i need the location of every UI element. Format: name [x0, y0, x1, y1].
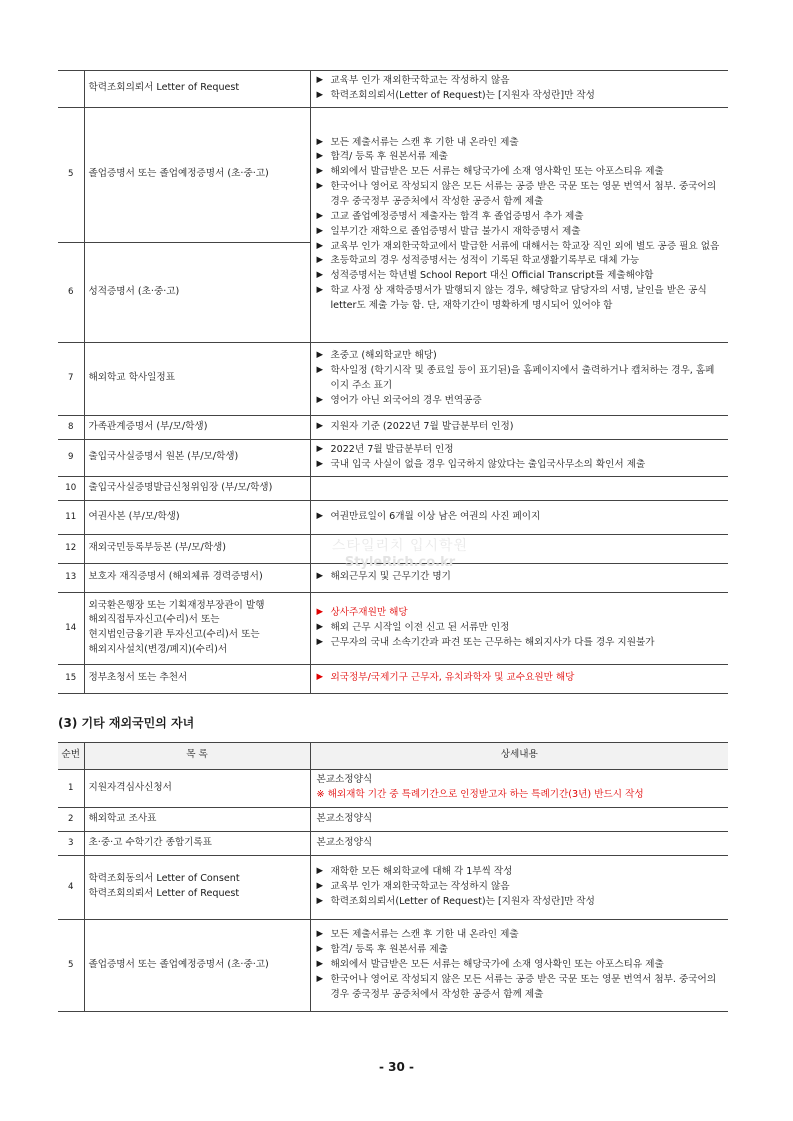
detail-bullet: ▶ 2022년 7월 발급분부터 인정: [317, 443, 723, 458]
detail-bullet: ▶ 학사일정 (학기시작 및 종료일 등이 표기된)을 홈페이지에서 출력하거나 캡처하는 경우, 홈페이지 주소 표기: [317, 364, 723, 394]
row-item: [84, 107, 310, 242]
detail-bullet: ▶ 해외근무지 및 근무기간 명기: [317, 570, 723, 585]
detail-text: ※ 해외재학 기간 중 특례기간으로 인정받고자 하는 특례기간(3년) 반드시 작성: [316, 789, 644, 801]
row-item: [84, 476, 310, 500]
detail-bullet: ▶ 고교 졸업예정증명서 제출자는 합격 후 졸업증명서 추가 제출: [317, 210, 723, 225]
row-number: 6: [58, 242, 84, 342]
detail-bullet: ▶ 교육부 인가 재외한국학교는 작성하지 않음: [317, 880, 723, 895]
row-number: 14: [58, 592, 84, 664]
row-detail: [310, 807, 728, 831]
row-number: [58, 71, 84, 108]
detail-bullet: ▶ 모든 제출서류는 스캔 후 기한 내 온라인 제출: [317, 136, 723, 151]
row-detail: [310, 831, 728, 855]
row-number: 13: [58, 563, 84, 592]
row-detail: [310, 592, 728, 664]
row-detail: [310, 476, 728, 500]
row-item: [84, 242, 310, 342]
table-row: [58, 855, 728, 919]
header-item: 목 록: [84, 742, 310, 769]
row-item: [84, 563, 310, 592]
item-label: 해외직접투자신고(수리)서 또는: [88, 614, 220, 626]
table-row: [58, 415, 728, 439]
row-number: 15: [58, 664, 84, 693]
detail-bullet: ▶ 재학한 모든 해외학교에 대해 각 1부씩 작성: [317, 865, 723, 880]
row-number: 5: [58, 919, 84, 1011]
row-detail: [310, 439, 728, 476]
item-label: 졸업증명서 또는 졸업예정증명서 (초·중·고): [88, 168, 269, 180]
row-detail: [310, 664, 728, 693]
watermark-line1: 스타일리치 입시학원: [331, 538, 469, 554]
detail-bullet: ▶ 지원자 기준 (2022년 7월 발급분부터 인정): [317, 420, 723, 435]
item-label: 보호자 재직증명서 (해외체류 경력증명서): [88, 571, 263, 583]
item-label: 졸업증명서 또는 졸업예정증명서 (초·중·고): [88, 958, 269, 970]
detail-bullet: ▶ 학력조회의뢰서(Letter of Request)는 [지원자 작성란]만 작성: [317, 89, 723, 104]
row-item: [84, 919, 310, 1011]
table-row: [58, 439, 728, 476]
row-item: [84, 807, 310, 831]
section-title: (3) 기타 재외국민의 자녀: [58, 715, 195, 730]
row-item: [84, 439, 310, 476]
detail-bullet: ▶ 근무자의 국내 소속기간과 파견 또는 근무하는 해외지사가 다를 경우 지원불가: [317, 636, 723, 651]
row-item: [84, 855, 310, 919]
row-detail: [310, 415, 728, 439]
row-number: 7: [58, 342, 84, 415]
item-label: 초·중·고 수학기간 종합기록표: [88, 836, 212, 848]
item-label: 학력조회의뢰서 Letter of Request: [88, 82, 240, 94]
other-overseas-children-table: [58, 742, 728, 1012]
detail-text: 본교소정양식: [316, 836, 373, 848]
table-row: [58, 476, 728, 500]
row-item: [84, 415, 310, 439]
row-number: 4: [58, 855, 84, 919]
row-detail: [310, 107, 728, 342]
item-label: 출입국사실증명서 원본 (부/모/학생): [88, 451, 239, 463]
item-label: 외국환은행장 또는 기획재정부장관이 발행: [88, 599, 265, 611]
detail-bullet: ▶ 국내 입국 사실이 없을 경우 입국하지 않았다는 출입국사무소의 확인서 제출: [317, 458, 723, 473]
table-row: [58, 807, 728, 831]
row-number: 8: [58, 415, 84, 439]
row-item: [84, 592, 310, 664]
detail-bullet: ▶ 영어가 아닌 외국어의 경우 번역공증: [317, 394, 723, 409]
detail-bullet: ▶ 모든 제출서류는 스캔 후 기한 내 온라인 제출: [317, 928, 723, 943]
table-row: [58, 500, 728, 534]
row-item: [84, 769, 310, 807]
detail-bullet: ▶ 한국어나 영어로 작성되지 않은 모든 서류는 공증 받은 국문 또는 영문 번역서 첨부. 중국어의 경우 중국정부 공증처에서 작성한 공증서 함께 제출: [317, 973, 723, 1003]
item-label: 정부초청서 또는 추천서: [88, 672, 188, 684]
row-detail: [310, 919, 728, 1011]
watermark-line2: StyleRich.co.kr: [344, 555, 456, 570]
item-label: 여권사본 (부/모/학생): [88, 510, 180, 522]
item-label: 현지법인금융기관 투자신고(수리)서 또는: [88, 629, 260, 641]
detail-bullet: ▶ 해외에서 발급받은 모든 서류는 해당국가에 소재 영사확인 또는 아포스티유 제출: [317, 958, 723, 973]
detail-bullet: ▶ 일부기간 재학으로 졸업증명서 발급 불가시 재학증명서 제출: [317, 225, 723, 240]
item-label: 학력조회의뢰서 Letter of Request: [88, 888, 240, 900]
detail-bullet: ▶ 상사주재원만 해당: [317, 606, 723, 621]
item-label: 해외지사설치(변경/폐지)(수리)서: [88, 644, 228, 656]
row-number: 11: [58, 500, 84, 534]
row-number: 3: [58, 831, 84, 855]
item-label: 학력조회동의서 Letter of Consent: [88, 873, 240, 885]
row-item: [84, 71, 310, 108]
table-row: [58, 342, 728, 415]
watermark: [320, 535, 480, 570]
detail-bullet: ▶ 한국어나 영어로 작성되지 않은 모든 서류는 공증 받은 국문 또는 영문 번역서 첨부. 중국어의 경우 중국정부 공증처에서 작성한 공증서 함께 제출: [317, 180, 723, 210]
row-number: 12: [58, 534, 84, 563]
detail-bullet: ▶ 외국정부/국제기구 근무자, 유치과학자 및 교수요원만 해당: [317, 671, 723, 686]
required-documents-table-body: [58, 71, 728, 694]
header-num: 순번: [58, 742, 84, 769]
detail-text: 본교소정양식: [316, 774, 373, 786]
row-detail: [310, 342, 728, 415]
row-item: [84, 500, 310, 534]
detail-bullet: ▶ 초중고 (해외학교만 해당): [317, 349, 723, 364]
detail-bullet: ▶ 교육부 인가 재외한국학교에서 발급한 서류에 대해서는 학교장 직인 외에 별도 공증 필요 없음: [317, 240, 723, 255]
page-number: - 30 -: [378, 1060, 414, 1074]
required-documents-table: [58, 70, 728, 694]
row-number: 9: [58, 439, 84, 476]
table-row: [58, 831, 728, 855]
detail-bullet: ▶ 여권만료일이 6개월 이상 남은 여권의 사진 페이지: [317, 510, 723, 525]
detail-bullet: ▶ 교육부 인가 재외한국학교는 작성하지 않음: [317, 74, 723, 89]
row-detail: [310, 855, 728, 919]
row-item: [84, 534, 310, 563]
row-number: 1: [58, 769, 84, 807]
other-overseas-children-table-body: [58, 769, 728, 1011]
item-label: 가족관계증명서 (부/모/학생): [88, 420, 208, 432]
detail-bullet: ▶ 학교 사정 상 재학증명서가 발행되지 않는 경우, 해당학교 담당자의 서명, 날인을 받은 공식 letter도 제출 가능 함. 단, 재학기간이 명확하게 명시되어 있어야 함: [317, 284, 723, 314]
table-row: [58, 71, 728, 108]
row-number: 5: [58, 107, 84, 242]
row-detail: [310, 500, 728, 534]
table-row: [58, 769, 728, 807]
item-label: 출입국사실증명발급신청위임장 (부/모/학생): [88, 481, 273, 493]
detail-bullet: ▶ 초등학교의 경우 성적증명서는 성적이 기록된 학교생활기록부로 대체 가능: [317, 254, 723, 269]
row-detail: [310, 769, 728, 807]
detail-bullet: ▶ 합격/ 등록 후 원본서류 제출: [317, 943, 723, 958]
detail-bullet: ▶ 해외 근무 시작일 이전 신고 된 서류만 인정: [317, 621, 723, 636]
detail-bullet: ▶ 합격/ 등록 후 원본서류 제출: [317, 150, 723, 165]
table-row: [58, 592, 728, 664]
header-detail: 상세내용: [310, 742, 728, 769]
table-header-row: [58, 742, 728, 769]
detail-bullet: ▶ 학력조회의뢰서(Letter of Request)는 [지원자 작성란]만 작성: [317, 895, 723, 910]
table-row: [58, 107, 728, 242]
row-number: 10: [58, 476, 84, 500]
item-label: 성적증명서 (초·중·고): [88, 285, 180, 297]
row-number: 2: [58, 807, 84, 831]
row-detail: [310, 71, 728, 108]
row-item: [84, 342, 310, 415]
row-item: [84, 831, 310, 855]
detail-bullet: ▶ 해외에서 발급받은 모든 서류는 해당국가에 소재 영사확인 또는 아포스티유 제출: [317, 165, 723, 180]
detail-text: 본교소정양식: [316, 812, 373, 824]
row-item: [84, 664, 310, 693]
item-label: 해외학교 조사표: [88, 812, 157, 824]
table-row: [58, 664, 728, 693]
item-label: 지원자격심사신청서: [88, 781, 172, 793]
item-label: 재외국민등록부등본 (부/모/학생): [88, 542, 226, 554]
item-label: 해외학교 학사일정표: [88, 372, 175, 384]
table-row: [58, 919, 728, 1011]
detail-bullet: ▶ 성적증명서는 학년별 School Report 대신 Official Transcript를 제출해야함: [317, 269, 723, 284]
